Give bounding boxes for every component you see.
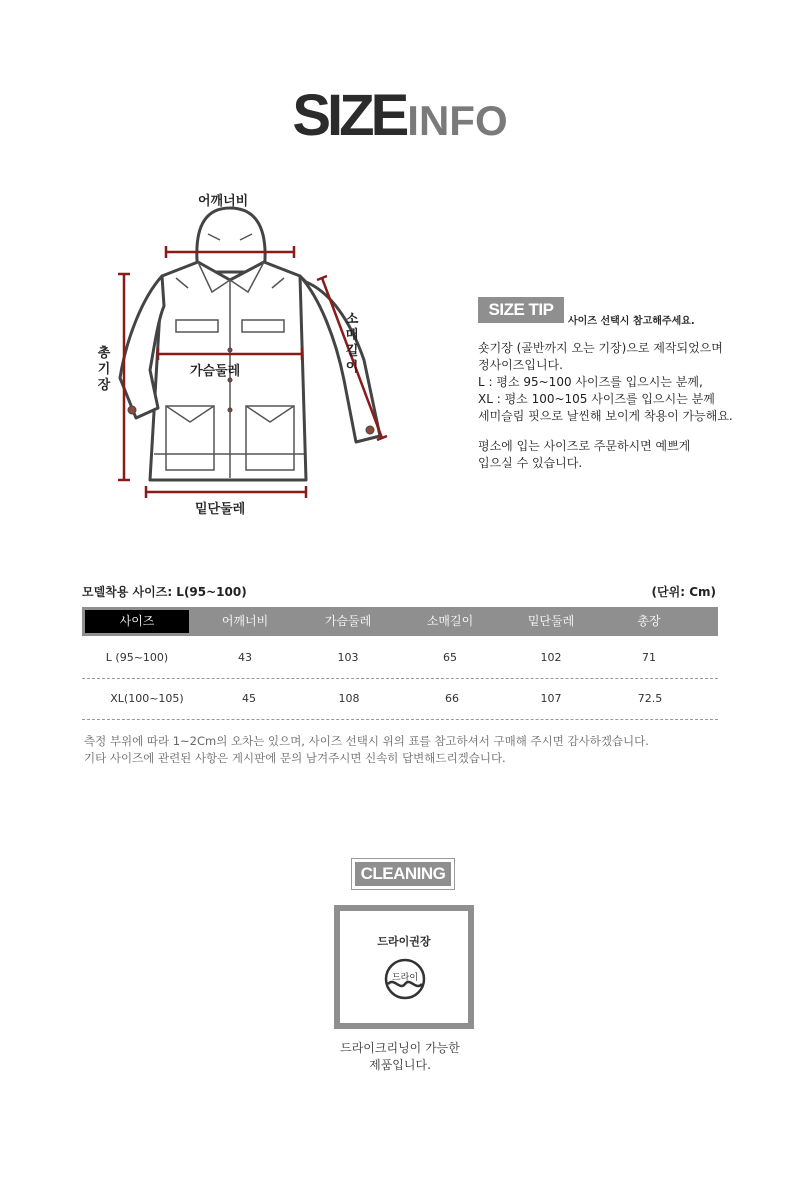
- header-chest: 가슴둘레: [324, 614, 372, 628]
- header-size: 사이즈: [85, 610, 189, 633]
- title-info: INFO: [407, 97, 508, 144]
- care-description: [300, 1040, 500, 1074]
- cell-shoulder: 45: [242, 692, 256, 705]
- dry-clean-icon: [384, 957, 426, 1001]
- jacket-diagram: [80, 180, 410, 520]
- hem-circumference-label: 밑단둘레: [195, 502, 246, 517]
- table-row: [82, 638, 718, 678]
- title-size: SIZE: [292, 83, 406, 148]
- cell-length: 71: [642, 651, 656, 664]
- sleeve-length-label: 소매길이: [345, 312, 359, 375]
- size-tip-line: 세미슬림 핏으로 날씬해 보이게 착용이 가능해요.: [478, 409, 733, 423]
- table-row: [82, 679, 718, 719]
- row-divider: [82, 719, 718, 720]
- jacket-illustration: [80, 180, 410, 520]
- size-tip-line: L : 평소 95~100 사이즈를 입으시는 분께,: [478, 375, 703, 389]
- size-tip-line: 입으실 수 있습니다.: [478, 456, 583, 470]
- cleaning-badge-label: CLEANING: [355, 862, 451, 886]
- cell-length: 72.5: [637, 692, 663, 705]
- chest-circumference-label: 가슴둘레: [190, 364, 241, 379]
- size-tip-text: [478, 340, 733, 472]
- dry-clean-icon-text: 드라이: [391, 973, 419, 983]
- model-size-text: 모델착용 사이즈: L(95~100): [82, 585, 247, 599]
- measurement-note: 측정 부위에 따라 1~2Cm의 오차는 있으며, 사이즈 선택시 위의 표를 참고하셔서 구매해 주시면 감사하겠습니다.: [84, 734, 649, 748]
- header-sleeve: 소매길이: [426, 614, 474, 628]
- cell-size: L (95~100): [105, 651, 169, 664]
- page-title: [0, 82, 800, 149]
- care-label-box: [334, 905, 474, 1029]
- size-table-header: [82, 607, 718, 636]
- unit-text: (단위: Cm): [651, 585, 716, 599]
- size-tip-subtitle: 사이즈 선택시 참고해주세요.: [568, 316, 695, 327]
- header-hem: 밑단둘레: [527, 614, 575, 628]
- cell-shoulder: 43: [238, 651, 252, 664]
- care-description-line: 드라이크리닝이 가능한: [340, 1041, 460, 1055]
- inquiry-note: 기타 사이즈에 관련된 사항은 게시판에 문의 남겨주시면 신속히 답변해드리겠습니다.: [84, 751, 506, 765]
- cell-hem: 107: [540, 692, 562, 705]
- header-length: 총장: [637, 614, 661, 628]
- care-description-line: 제품입니다.: [369, 1058, 431, 1072]
- size-tip-gap: [478, 425, 733, 438]
- total-length-label: 총기장: [97, 346, 111, 393]
- size-tip-badge: SIZE TIP: [478, 297, 564, 323]
- size-tip-line: XL : 평소 100~105 사이즈를 입으시는 분께: [478, 392, 715, 406]
- cell-size: XL(100~105): [110, 692, 184, 705]
- cell-chest: 103: [337, 651, 359, 664]
- size-tip-line: 정사이즈입니다.: [478, 358, 563, 372]
- cleaning-badge: [351, 858, 455, 890]
- cell-sleeve: 65: [443, 651, 457, 664]
- size-tip-line: 평소에 입는 사이즈로 주문하시면 예쁘게: [478, 439, 691, 453]
- header-shoulder: 어깨너비: [221, 614, 269, 628]
- cell-chest: 108: [338, 692, 360, 705]
- cell-sleeve: 66: [445, 692, 459, 705]
- size-tip-line: 숏기장 (골반까지 오는 기장)으로 제작되었으며: [478, 341, 723, 355]
- shoulder-width-label: 어깨너비: [198, 194, 249, 209]
- care-title: 드라이권장: [377, 935, 431, 948]
- cell-hem: 102: [540, 651, 562, 664]
